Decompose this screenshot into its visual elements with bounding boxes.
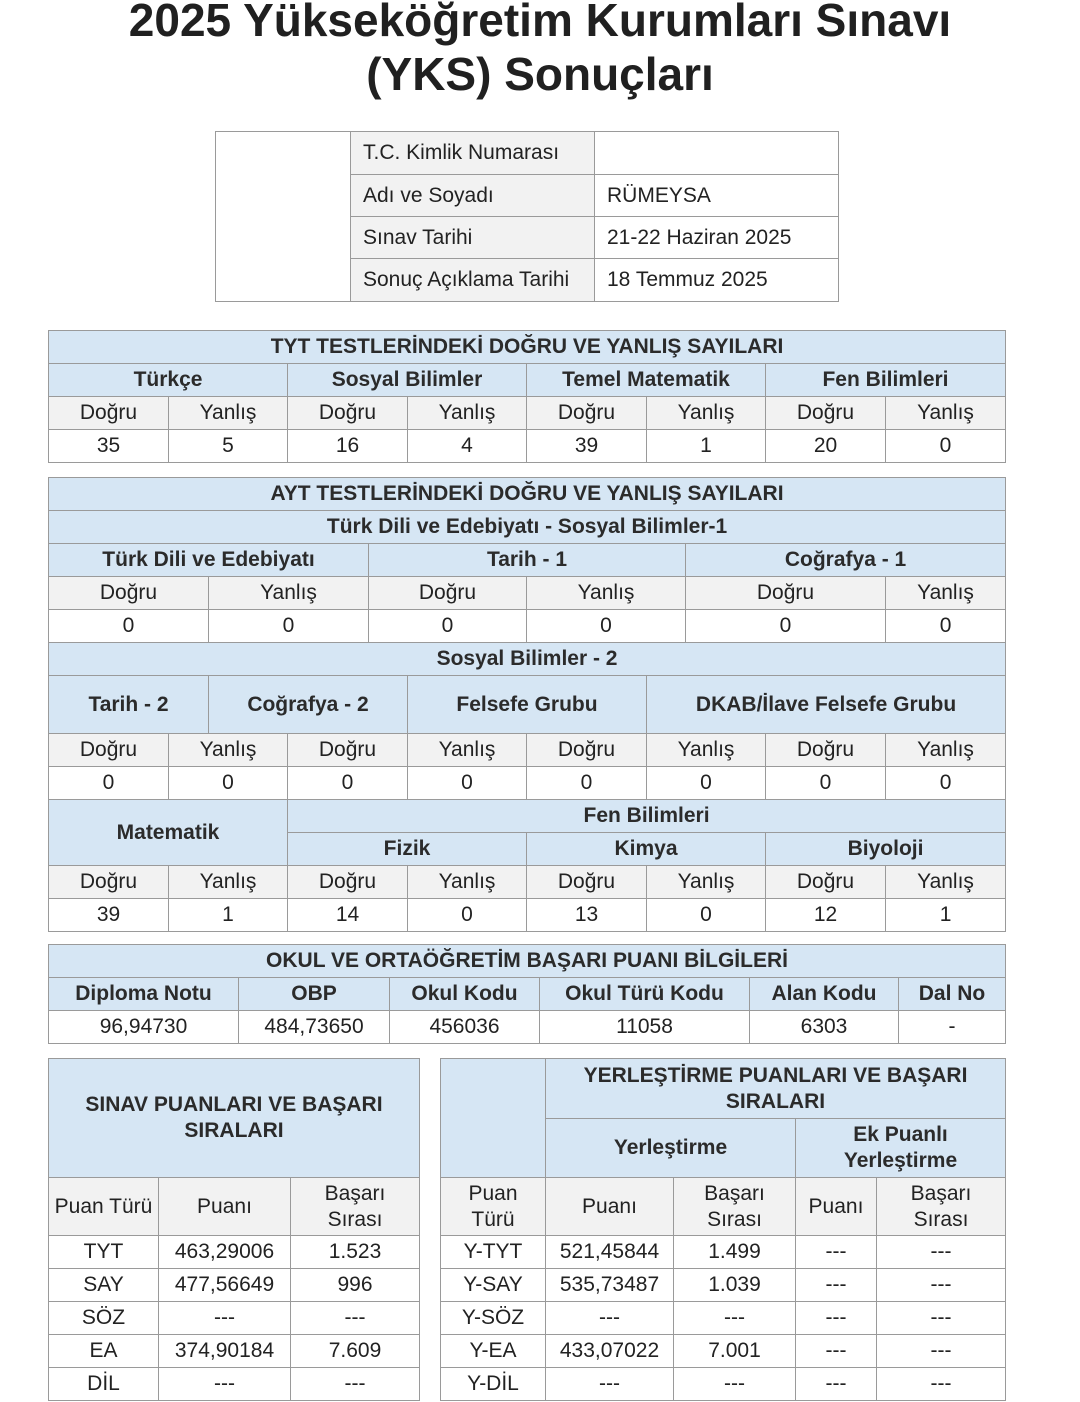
subject-header: Türk Dili ve Edebiyatı: [49, 544, 369, 577]
yanlis-label: Yanlış: [886, 577, 1006, 610]
puani-header: Puanı: [159, 1178, 291, 1236]
table-row: [49, 1236, 420, 1269]
puan-turu: DİL: [49, 1368, 159, 1401]
yanlis-label: Yanlış: [408, 397, 527, 430]
puan-turu: Y-EA: [441, 1335, 546, 1368]
subject-header: Fen Bilimleri: [766, 364, 1006, 397]
yanlis-value: 0: [209, 610, 369, 643]
alan-kodu-header: Alan Kodu: [750, 978, 899, 1011]
puani: 535,73487: [546, 1269, 674, 1302]
subject-header: Fizik: [288, 833, 527, 866]
yanlis-value: 1: [647, 430, 766, 463]
dogru-label: Doğru: [288, 734, 408, 767]
yanlis-value: 4: [408, 430, 527, 463]
diploma-notu-value: 96,94730: [49, 1011, 239, 1044]
yanlis-value: 0: [527, 610, 686, 643]
dogru-value: 0: [686, 610, 886, 643]
subject-header: DKAB/İlave Felsefe Grubu: [647, 676, 1006, 734]
puani-header: Puanı: [546, 1178, 674, 1236]
obp-header: OBP: [239, 978, 390, 1011]
obp-title: OKUL VE ORTAÖĞRETİM BAŞARI PUANI BİLGİLERİ: [49, 945, 1006, 978]
okul-kodu-header: Okul Kodu: [390, 978, 540, 1011]
yanlis-value: 0: [169, 767, 288, 800]
info-label: Sonuç Açıklama Tarihi: [351, 259, 595, 302]
basari-sirasi: 7.609: [291, 1335, 420, 1368]
dogru-label: Doğru: [49, 577, 209, 610]
dogru-value: 12: [766, 899, 886, 932]
info-label: Sınav Tarihi: [351, 217, 595, 259]
name-value: RÜMEYSA: [595, 175, 839, 217]
table-row: [49, 1335, 420, 1368]
dogru-value: 0: [766, 767, 886, 800]
page-title-line2: (YKS) Sonuçları: [366, 48, 714, 100]
ayt-group2-title: Sosyal Bilimler - 2: [49, 643, 1006, 676]
puani: ---: [159, 1302, 291, 1335]
dogru-label: Doğru: [288, 866, 408, 899]
puan-turu: Y-SÖZ: [441, 1302, 546, 1335]
puan-turu-header: Puan Türü: [441, 1178, 546, 1236]
sinav-title: SINAV PUANLARI VE BAŞARI SIRALARI: [49, 1059, 420, 1178]
subject-header: Kimya: [527, 833, 766, 866]
tc-kimlik-value: [595, 132, 839, 175]
dogru-value: 0: [369, 610, 527, 643]
ek-basari-sirasi: ---: [877, 1236, 1006, 1269]
matematik-header: Matematik: [49, 800, 288, 866]
subject-header: Tarih - 1: [369, 544, 686, 577]
okul-turu-kodu-value: 11058: [540, 1011, 750, 1044]
dogru-label: Doğru: [766, 866, 886, 899]
table-row: [441, 1269, 1006, 1302]
basari-sirasi-header: Başarı Sırası: [291, 1178, 420, 1236]
dogru-value: 16: [288, 430, 408, 463]
yanlis-value: 0: [408, 767, 527, 800]
basari-sirasi: 996: [291, 1269, 420, 1302]
puani: ---: [546, 1302, 674, 1335]
table-row: [441, 1335, 1006, 1368]
table-row: [441, 1236, 1006, 1269]
yanlis-label: Yanlış: [886, 734, 1006, 767]
basari-sirasi: 1.039: [674, 1269, 796, 1302]
dogru-value: 0: [288, 767, 408, 800]
puani: 521,45844: [546, 1236, 674, 1269]
basari-sirasi: 7.001: [674, 1335, 796, 1368]
puan-turu-header: Puan Türü: [49, 1178, 159, 1236]
ayt-title: AYT TESTLERİNDEKİ DOĞRU VE YANLIŞ SAYILARI: [49, 478, 1006, 511]
yanlis-label: Yanlış: [209, 577, 369, 610]
yanlis-value: 0: [647, 899, 766, 932]
basari-sirasi: ---: [674, 1368, 796, 1401]
yanlis-value: 5: [169, 430, 288, 463]
dogru-label: Doğru: [49, 866, 169, 899]
yanlis-label: Yanlış: [169, 734, 288, 767]
dal-no-header: Dal No: [899, 978, 1006, 1011]
dogru-label: Doğru: [49, 397, 169, 430]
dogru-value: 20: [766, 430, 886, 463]
ek-puanli-header: Ek Puanlı Yerleştirme: [796, 1119, 1006, 1178]
ek-puani: ---: [796, 1368, 877, 1401]
yanlis-label: Yanlış: [169, 397, 288, 430]
puan-turu: Y-TYT: [441, 1236, 546, 1269]
yanlis-value: 1: [886, 899, 1006, 932]
dogru-label: Doğru: [288, 397, 408, 430]
yer-blank-header: [441, 1059, 546, 1178]
diploma-notu-header: Diploma Notu: [49, 978, 239, 1011]
okul-kodu-value: 456036: [390, 1011, 540, 1044]
puan-turu: SAY: [49, 1269, 159, 1302]
okul-turu-kodu-header: Okul Türü Kodu: [540, 978, 750, 1011]
dogru-label: Doğru: [527, 397, 647, 430]
page-title: 2025 Yükseköğretim Kurumları Sınavı: [128, 0, 952, 46]
subject-header: Tarih - 2: [49, 676, 209, 734]
dogru-label: Doğru: [766, 734, 886, 767]
table-row: [441, 1368, 1006, 1401]
ayt-results-table: [48, 477, 1006, 932]
puan-turu: Y-DİL: [441, 1368, 546, 1401]
yanlis-label: Yanlış: [886, 866, 1006, 899]
subject-header: Felsefe Grubu: [408, 676, 647, 734]
dogru-value: 0: [49, 767, 169, 800]
yanlis-label: Yanlış: [647, 397, 766, 430]
basari-sirasi: ---: [291, 1302, 420, 1335]
puani: 433,07022: [546, 1335, 674, 1368]
table-row: [49, 1302, 420, 1335]
puani: ---: [546, 1368, 674, 1401]
dogru-label: Doğru: [527, 866, 647, 899]
puan-turu: EA: [49, 1335, 159, 1368]
subject-header: Temel Matematik: [527, 364, 766, 397]
dogru-label: Doğru: [369, 577, 527, 610]
puani: 477,56649: [159, 1269, 291, 1302]
ayt-group1-title: Türk Dili ve Edebiyatı - Sosyal Bilimler-1: [49, 511, 1006, 544]
yerlestirme-header: Yerleştirme: [546, 1119, 796, 1178]
dal-no-value: -: [899, 1011, 1006, 1044]
fen-bilimleri-header: Fen Bilimleri: [288, 800, 1006, 833]
subject-header: Coğrafya - 1: [686, 544, 1006, 577]
yanlis-value: 0: [886, 610, 1006, 643]
dogru-value: 14: [288, 899, 408, 932]
dogru-value: 0: [49, 610, 209, 643]
info-label: Adı ve Soyadı: [351, 175, 595, 217]
yanlis-label: Yanlış: [886, 397, 1006, 430]
dogru-label: Doğru: [766, 397, 886, 430]
yanlis-value: 0: [886, 430, 1006, 463]
puani: 463,29006: [159, 1236, 291, 1269]
basari-sirasi: ---: [674, 1302, 796, 1335]
ek-puani: ---: [796, 1335, 877, 1368]
yanlis-label: Yanlış: [527, 577, 686, 610]
ek-basari-sirasi: ---: [877, 1368, 1006, 1401]
ek-puani-header: Puanı: [796, 1178, 877, 1236]
ek-basari-sirasi: ---: [877, 1269, 1006, 1302]
table-row: [49, 1269, 420, 1302]
dogru-label: Doğru: [527, 734, 647, 767]
subject-header: Coğrafya - 2: [209, 676, 408, 734]
dogru-value: 13: [527, 899, 647, 932]
alan-kodu-value: 6303: [750, 1011, 899, 1044]
table-row: [441, 1302, 1006, 1335]
puani: 374,90184: [159, 1335, 291, 1368]
puani: ---: [159, 1368, 291, 1401]
subject-header: Biyoloji: [766, 833, 1006, 866]
basari-sirasi: ---: [291, 1368, 420, 1401]
ek-basari-sirasi: ---: [877, 1335, 1006, 1368]
subject-header: Türkçe: [49, 364, 288, 397]
tyt-results-table: [48, 330, 1006, 463]
basari-sirasi: 1.523: [291, 1236, 420, 1269]
yanlis-label: Yanlış: [647, 866, 766, 899]
exam-date-value: 21-22 Haziran 2025: [595, 217, 839, 259]
dogru-label: Doğru: [49, 734, 169, 767]
tyt-title: TYT TESTLERİNDEKİ DOĞRU VE YANLIŞ SAYILARI: [49, 331, 1006, 364]
yanlis-label: Yanlış: [647, 734, 766, 767]
ek-puani: ---: [796, 1302, 877, 1335]
sinav-puanlari-table: [48, 1058, 420, 1401]
yanlis-label: Yanlış: [408, 734, 527, 767]
obp-table: [48, 944, 1006, 1044]
table-gap: [419, 1058, 440, 1402]
dogru-label: Doğru: [686, 577, 886, 610]
ek-puani: ---: [796, 1236, 877, 1269]
yanlis-label: Yanlış: [408, 866, 527, 899]
ek-basari-sirasi: ---: [877, 1302, 1006, 1335]
basari-sirasi-header: Başarı Sırası: [674, 1178, 796, 1236]
dogru-value: 39: [527, 430, 647, 463]
photo-area: [216, 132, 351, 302]
subject-header: Sosyal Bilimler: [288, 364, 527, 397]
candidate-info-table: [215, 131, 839, 302]
dogru-value: 39: [49, 899, 169, 932]
info-label: T.C. Kimlik Numarası: [351, 132, 595, 175]
result-date-value: 18 Temmuz 2025: [595, 259, 839, 302]
yerlestirme-title: YERLEŞTİRME PUANLARI VE BAŞARI SIRALARI: [546, 1059, 1006, 1119]
puan-turu: TYT: [49, 1236, 159, 1269]
dogru-value: 0: [527, 767, 647, 800]
yanlis-value: 0: [408, 899, 527, 932]
puan-turu: SÖZ: [49, 1302, 159, 1335]
dogru-value: 35: [49, 430, 169, 463]
yerlestirme-puanlari-table: [440, 1058, 1006, 1401]
puan-turu: Y-SAY: [441, 1269, 546, 1302]
yanlis-value: 1: [169, 899, 288, 932]
yanlis-value: 0: [886, 767, 1006, 800]
ek-puani: ---: [796, 1269, 877, 1302]
obp-value: 484,73650: [239, 1011, 390, 1044]
basari-sirasi: 1.499: [674, 1236, 796, 1269]
ek-basari-sirasi-header: Başarı Sırası: [877, 1178, 1006, 1236]
table-row: [49, 1368, 420, 1401]
yanlis-value: 0: [647, 767, 766, 800]
yanlis-label: Yanlış: [169, 866, 288, 899]
